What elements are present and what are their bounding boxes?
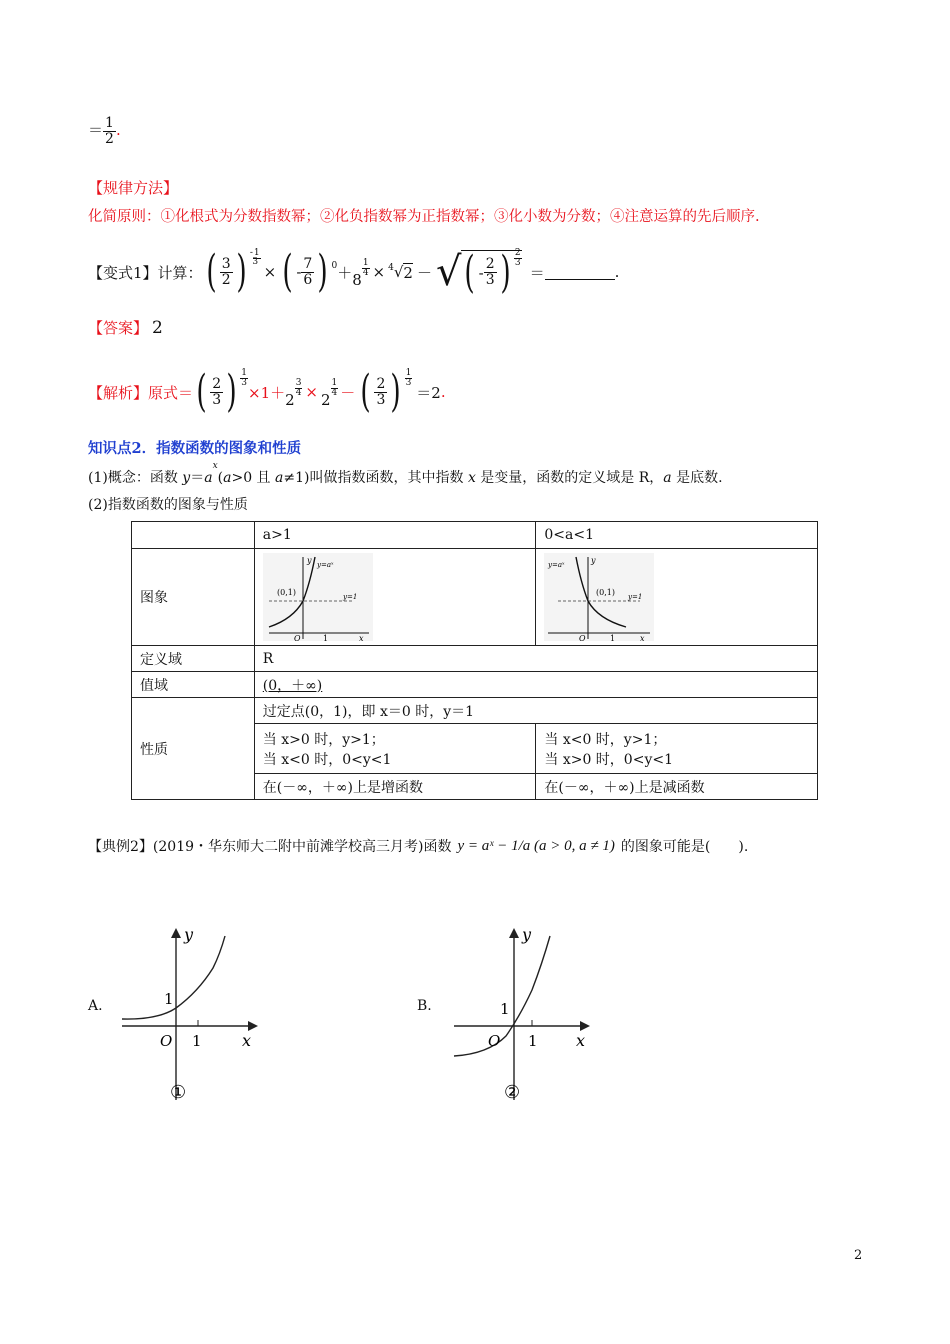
example2-formula: y = aˣ − 1/a (a > 0, a ≠ 1): [457, 837, 615, 854]
page-number: 2: [854, 1248, 863, 1263]
svg-text:O: O: [293, 634, 301, 641]
svg-text:①: ①: [170, 1082, 187, 1103]
decreasing-prop-1: 当 x<0 时，y>1；: [544, 731, 667, 748]
range-value: (0，＋∞): [254, 672, 817, 698]
fixed-point: 过定点(0，1)，即 x＝0 时，y＝1: [254, 698, 817, 724]
option-a-label: A.: [88, 998, 103, 1014]
svg-text:y=aˣ: y=aˣ: [316, 561, 334, 569]
exp-function-table: [131, 521, 818, 800]
svg-text:(0,1): (0,1): [276, 588, 296, 597]
svg-text:x: x: [640, 634, 645, 641]
increasing-sign-props: [254, 724, 536, 774]
svg-text:y=aˣ: y=aˣ: [548, 561, 565, 569]
row-label-properties: 性质: [132, 698, 255, 800]
svg-text:y=1: y=1: [628, 593, 643, 601]
answer: 【答案】 2: [88, 318, 163, 338]
svg-text:y: y: [522, 925, 532, 944]
kp2-subtitle: (2)指数函数的图象与性质: [88, 497, 248, 513]
svg-text:y: y: [591, 556, 596, 565]
header-a-gt-1: a>1: [254, 522, 536, 549]
graph-increasing-cell: [254, 549, 536, 646]
graph-decreasing: [544, 553, 654, 641]
increasing-prop-1: 当 x>0 时，y>1；: [262, 731, 385, 748]
option-b-graph: [450, 920, 600, 1110]
svg-text:1: 1: [528, 1032, 538, 1050]
option-b-label: B.: [417, 998, 432, 1014]
svg-text:1: 1: [610, 634, 616, 641]
svg-text:y: y: [306, 556, 312, 565]
decreasing-prop-2: 当 x>0 时，0<y<1: [544, 751, 673, 768]
svg-text:y: y: [184, 925, 194, 944]
svg-text:x: x: [576, 1031, 586, 1050]
increasing-prop-2: 当 x<0 时，0<y<1: [262, 751, 392, 768]
svg-text:1: 1: [164, 990, 174, 1008]
svg-text:1: 1: [500, 1000, 510, 1018]
increasing-monotonic: 在(－∞，＋∞)上是增函数: [254, 774, 536, 800]
svg-text:1: 1: [192, 1032, 202, 1050]
option-a-graph: [118, 920, 268, 1110]
graph-decreasing-cell: [536, 549, 818, 646]
header-a-lt-1: 0<a<1: [536, 522, 818, 549]
kp2-title: 知识点2．指数函数的图象和性质: [88, 440, 302, 457]
graph-increasing: [263, 553, 373, 641]
method-text: 化简原则：①化根式为分数指数幂；②化负指数幂为正指数幂；③化小数为分数；④注意运算的先后顺序.: [88, 209, 760, 225]
analysis: 【解析】原式＝ ( $\frac{2}{3}$ ) $\frac{1}{3}$ ×1＋ 2 $\frac{3}{4}$ × 2 1 4 － ( $\frac{2}{3}$ ) 1 3 ＝2 .: [88, 366, 446, 417]
decreasing-monotonic: 在(－∞，＋∞)上是减函数: [536, 774, 818, 800]
method-title: 【规律方法】: [88, 179, 179, 197]
table-corner: [132, 522, 255, 549]
svg-text:x: x: [358, 634, 364, 641]
answer-blank: [545, 265, 615, 280]
svg-text:1: 1: [322, 634, 328, 641]
domain-value: R: [254, 646, 817, 672]
previous-result: ＝ $\frac{1}{2}$ .: [88, 115, 121, 147]
row-label-graph: 图象: [132, 549, 255, 646]
svg-text:y=1: y=1: [342, 593, 358, 601]
kp2-concept: (1)概念：函数 $y=a^x(a>0$ 且 a≠1)叫做指数函数，其中指数 x 是变量，函数的定义域是 R，a 是底数.: [88, 461, 723, 486]
svg-text:②: ②: [504, 1082, 521, 1103]
variant1-problem: 【变式1】计算： ( $\frac{3}{2}$ ) -1 3 × ( - $\frac{7}{6}$ ) 0 ＋ 8 $\frac{1}{4}$ × 4 √ 2 － √ ( - $\frac{2}{3}$ ) 2 3 ＝ .: [88, 246, 620, 298]
svg-text:O: O: [579, 634, 586, 641]
svg-text:x: x: [242, 1031, 252, 1050]
decreasing-sign-props: [536, 724, 818, 774]
svg-text:O: O: [488, 1032, 501, 1050]
example2-problem: 【典例2】 (2019・华东师大二附中前滩学校高三月考)函数 y = aˣ − 1/a (a > 0, a ≠ 1) 的图象可能是( ).: [88, 837, 749, 855]
svg-text:O: O: [160, 1032, 173, 1050]
svg-text:(0,1): (0,1): [596, 588, 616, 597]
row-label-domain: 定义域: [132, 646, 255, 672]
row-label-range: 值域: [132, 672, 255, 698]
